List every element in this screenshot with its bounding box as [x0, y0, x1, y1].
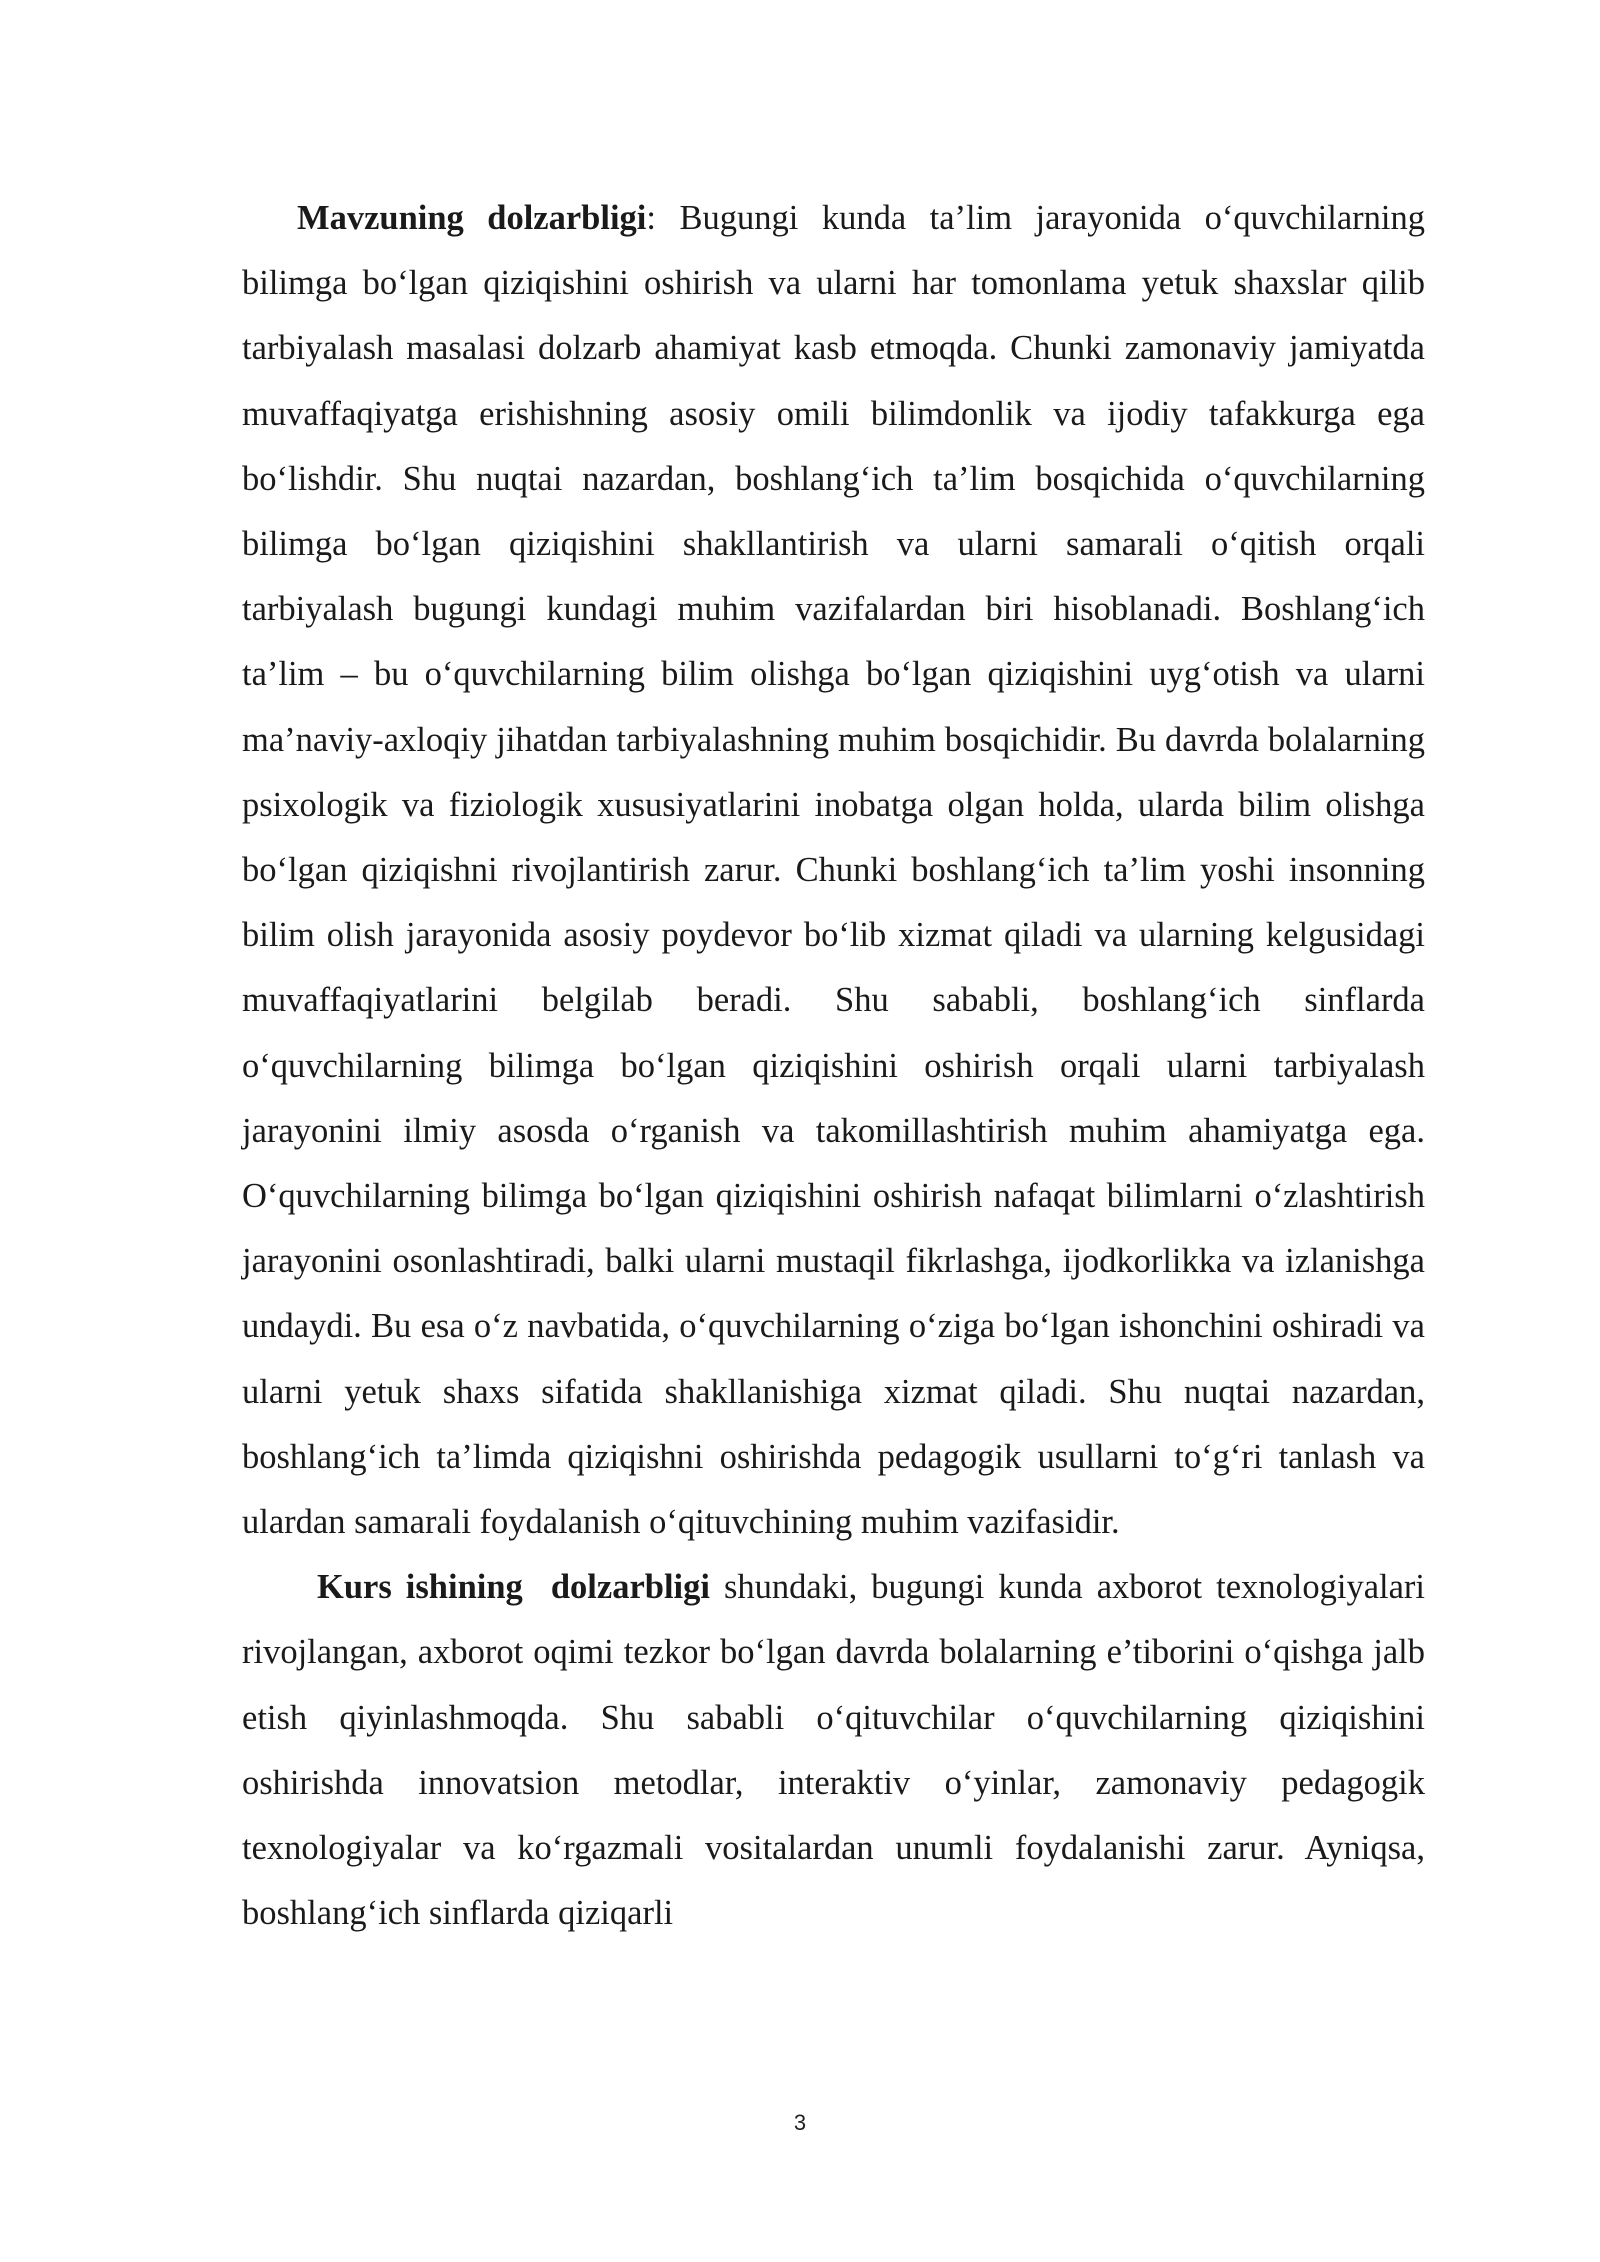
paragraph-lead-heading: Kurs ishining dolzarbligi: [317, 1568, 710, 1607]
paragraph-relevance-of-topic: [242, 186, 1425, 1555]
document-page: [242, 186, 1425, 1946]
paragraph-lead-heading: Mavzuning dolzarbligi: [297, 199, 647, 237]
paragraph-body-text: : Bugungi kunda ta’lim jarayonida o‘quvchilarning bilimga bo‘lgan qiziqishini oshirish va ularni har tomonlama yetuk shaxslar qilib tarbiyalash masalasi dolzarb ahamiyat kasb etmoqda. Chunki zamonaviy jamiyatda muvaffaqiyatga erishishning asosiy omili bilimdonlik va ijodiy tafakkurga ega bo‘lishdir. Shu nuqtai nazardan, boshlang‘ich ta’lim bosqichida o‘quvchilarning bilimga bo‘lgan qiziqishini shakllantirish va ularni samarali o‘qitish orqali tarbiyalash bugungi kundagi muhim vazifalardan biri hisoblanadi. Boshlang‘ich ta’lim – bu o‘quvchilarning bilim olishga bo‘lgan qiziqishini uyg‘otish va ularni ma’naviy-axloqiy jihatdan tarbiyalashning muhim bosqichidir. Bu davrda bolalarning psixologik va fiziologik xususiyatlarini inobatga olgan holda, ularda bilim olishga bo‘lgan qiziqishni rivojlantirish zarur. Chunki boshlang‘ich ta’lim yoshi insonning bilim olish jarayonida asosiy poydevor bo‘lib xizmat qiladi va ularning kelgusidagi muvaffaqiyatlarini belgilab beradi. Shu sababli, boshlang‘ich sinflarda o‘quvchilarning bilimga bo‘lgan qiziqishini oshirish orqali ularni tarbiyalash jarayonini ilmiy asosda o‘rganish va takomillashtirish muhim ahamiyatga ega. O‘quvchilarning bilimga bo‘lgan qiziqishini oshirish nafaqat bilimlarni o‘zlashtirish jarayonini osonlashtiradi, balki ularni mustaqil fikrlashga, ijodkorlikka va izlanishga undaydi. Bu esa o‘z navbatida, o‘quvchilarning o‘ziga bo‘lgan ishonchini oshiradi va ularni yetuk shaxs sifatida shakllanishiga xizmat qiladi. Shu nuqtai nazardan, boshlang‘ich ta’limda qiziqishni oshirishda pedagogik usullarni to‘g‘ri tanlash va ulardan samarali foydalanish o‘qituvchining muhim vazifasidir.: [242, 199, 1425, 1542]
paragraph-course-work-relevance: [242, 1555, 1425, 1946]
page-number: 3: [793, 2110, 807, 2135]
paragraph-body-text: shundaki, bugungi kunda axborot texnologiyalari rivojlangan, axborot oqimi tezkor bo‘lgan davrda bolalarning e’tiborini o‘qishga jalb etish qiyinlashmoqda. Shu sababli o‘qituvchilar o‘quvchilarning qiziqishini oshirishda innovatsion metodlar, interaktiv o‘yinlar, zamonaviy pedagogik texnologiyalar va ko‘rgazmali vositalardan unumli foydalanishi zarur. Ayniqsa, boshlang‘ich sinflarda qiziqarli: [242, 1568, 1425, 1933]
